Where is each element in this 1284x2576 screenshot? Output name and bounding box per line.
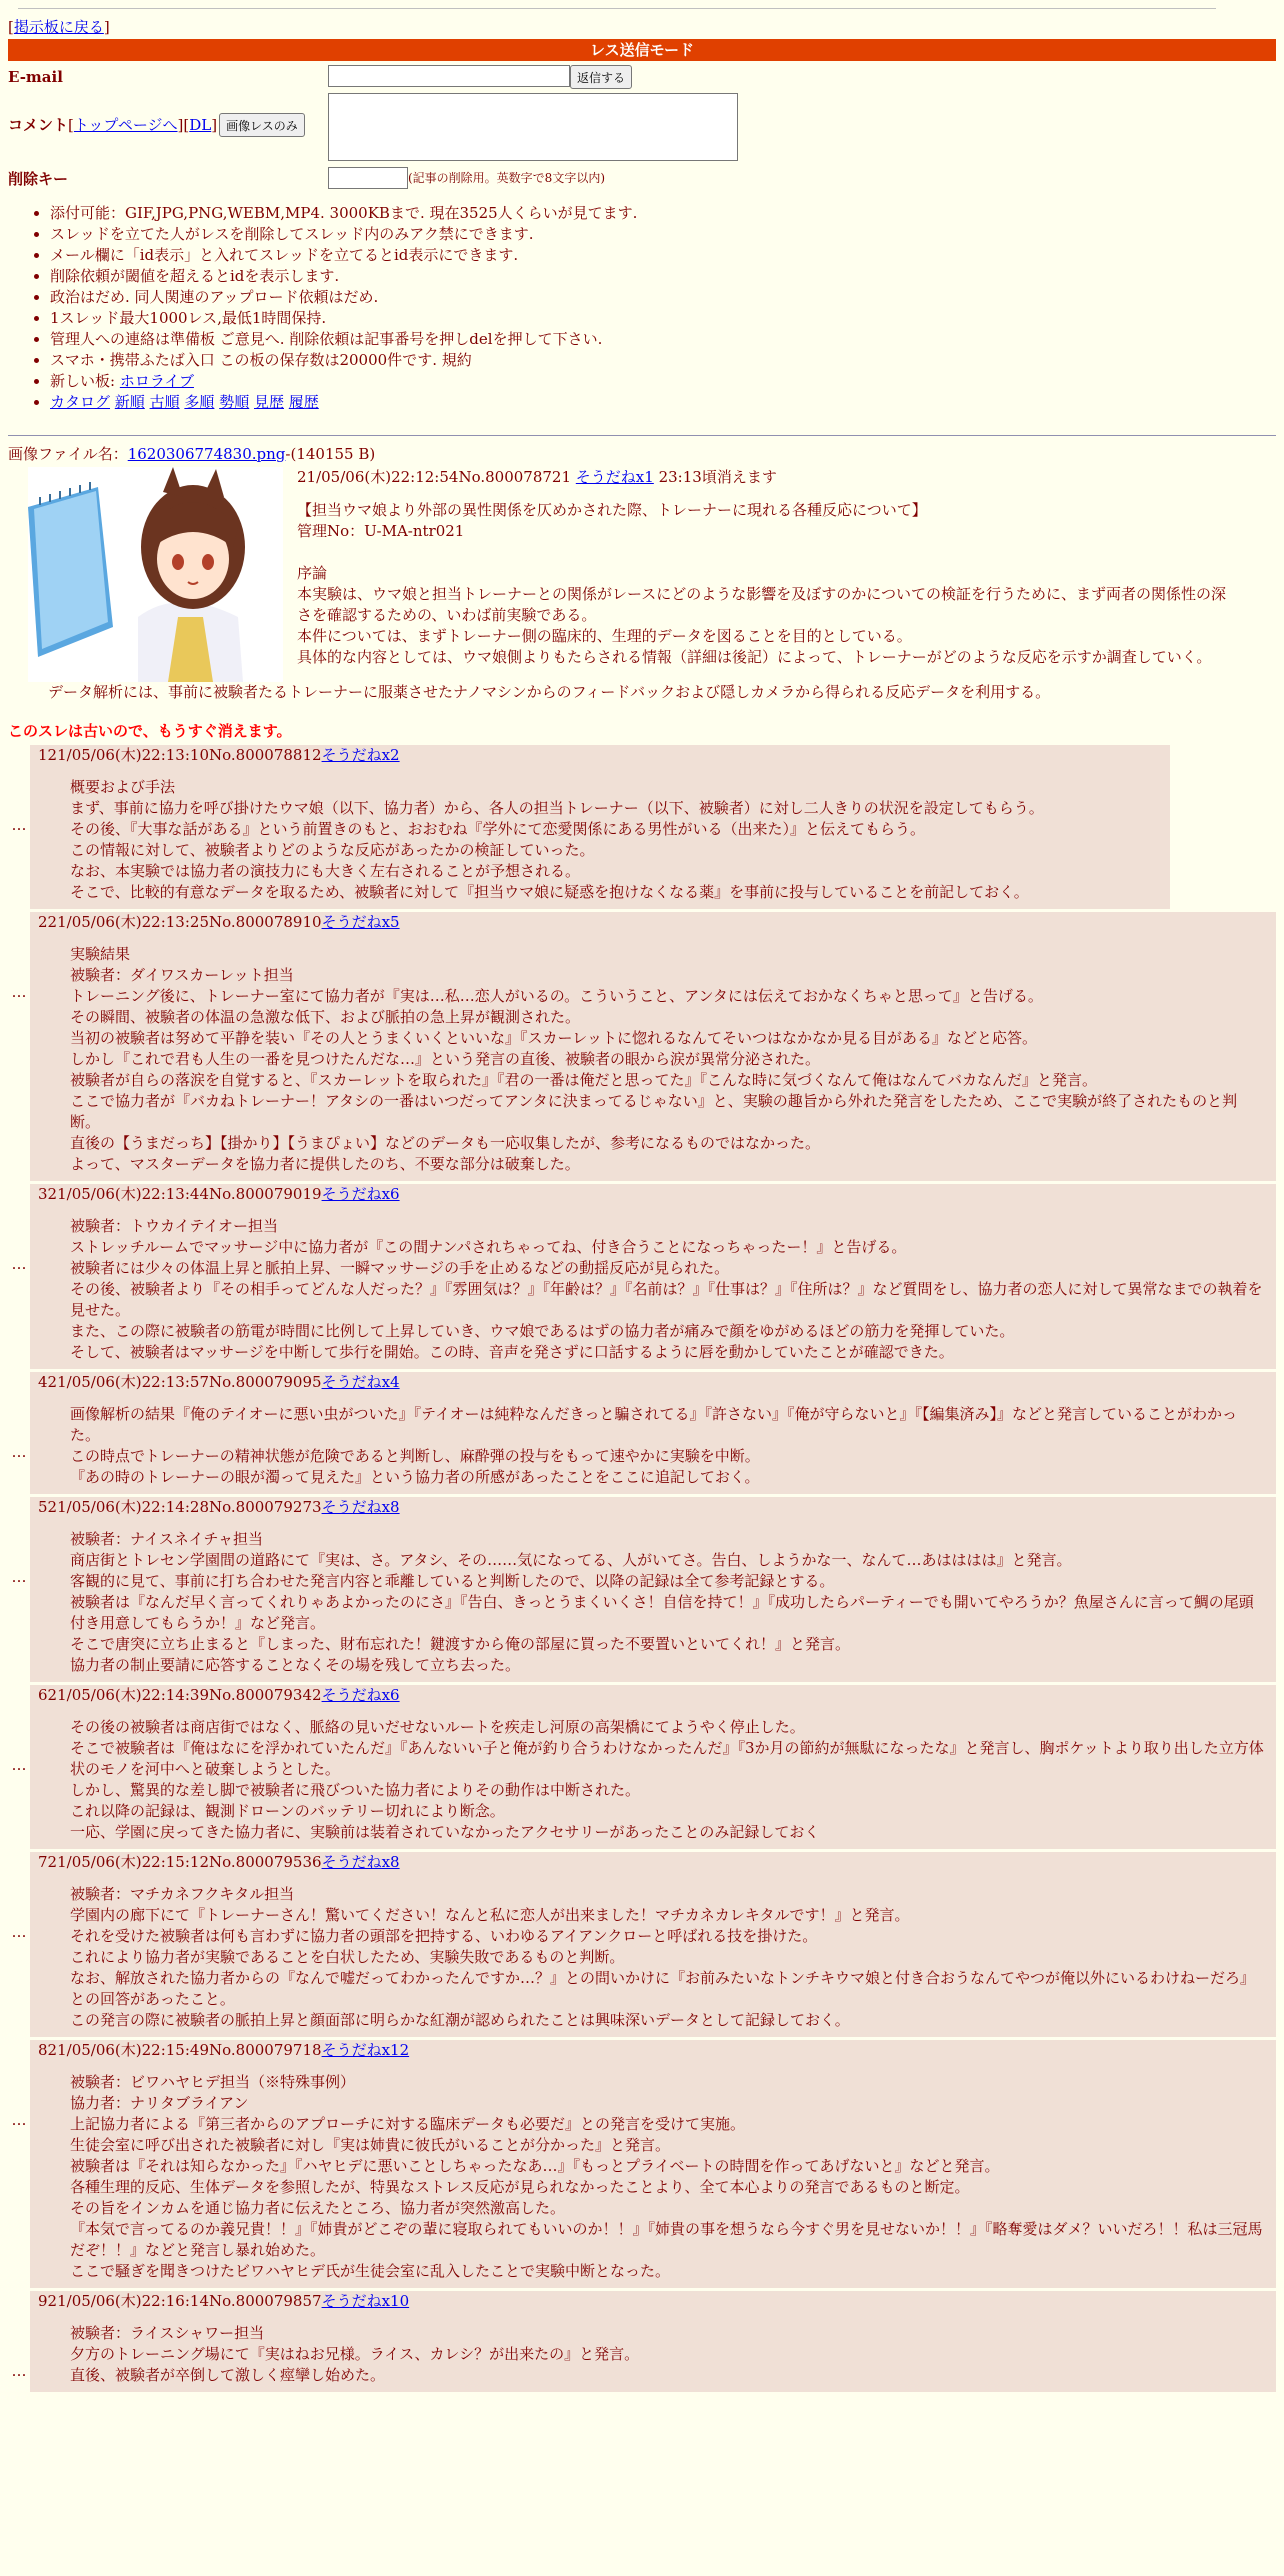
thumbnail-image	[28, 467, 283, 682]
reply-text: その後の被験者は商店街ではなく、脈絡の見いだせないルートを疾走し河原の高架橋にてようやく停止した。 そこで被験者は『俺はなにを浮かれていたんだ』『あんないい子と俺が釣り合うわけなかったんだ』『3か月の節約が無駄になったな』と発言し、胸ポケットより取り出した立方体状のモノを河中へと破棄しようとした。 しかし、驚異的な差し脚で被験者に飛びついた協力者によりその動作は中断された。 これ以降の記録は、観測ドローンのバッテリー切れにより断念。 一応、学園に戻ってきた協力者に、実験前は装着されていなかったアクセサリーがあったことのみ記録しておく	[70, 1718, 1264, 1841]
image-only-button[interactable]: 画像レスのみ	[219, 113, 305, 137]
reply-number: 4	[38, 1373, 48, 1391]
reply-number: 8	[38, 2041, 48, 2059]
sort-momentum-link[interactable]: 勢順	[219, 393, 250, 411]
reply-marker: …	[11, 1443, 27, 1461]
sodane-link[interactable]: そうだねx6	[321, 1185, 400, 1203]
reply-number: 2	[38, 913, 48, 931]
top-rule	[18, 8, 1216, 9]
reply-text: 実験結果 被験者：ダイワスカーレット担当 トレーニング後に、トレーナー室にて協力者が『実は…私…恋人がいるの。こういうこと、アンタには伝えておかなくちゃと思って』と告げる。 その瞬間、被験者の体温の急激な低下、および脈拍の急上昇が観測された。 当初の被験者は努めて平静を装い『その人とうまくいくといいな』『スカーレットに惚れるなんてそいつはなかなか見る目がある』などと応答。 しかし『これで君も人生の一番を見つけたんだな…』という発言の直後、被験者の眼から涙が異常分泌された。 被験者が自らの落涙を自覚すると、『スカーレットを取られた』『君の一番は俺だと思ってた』『こんな時に気づくなんて俺はなんてバカなんだ』と発言。 ここで協力者が『バカねトレーナー！アタシの一番はいつだってアンタに決まってるじゃない』と、実験の趣旨から外れた発言をしたため、ここで実験が終了されたものと判断。 直後の【うまだっち】【掛かり】【うまぴょい】などのデータも一応収集したが、参考になるものではなかった。 よって、マスターデータを協力者に提供したのち、不要な部分は破棄した。	[70, 945, 1238, 1173]
delete-key-note: (記事の削除用。英数字で8文字以内)	[408, 170, 605, 185]
reply-marker: …	[11, 983, 27, 1001]
reply-header	[38, 1852, 1264, 1872]
reply-box	[30, 1184, 1276, 1369]
op-number[interactable]: No.800078721	[458, 468, 572, 486]
new-board-label: 新しい板:	[50, 372, 116, 390]
reply-text: 被験者：ライスシャワー担当 夕方のトレーニング場にて『実はねお兄様。ライス、カレシ？が出来たの』と発言。 直後、被験者が卒倒して激しく痙攣し始めた。	[70, 2324, 640, 2384]
reply-number: 3	[38, 1185, 48, 1203]
dl-link[interactable]: DL	[189, 115, 212, 134]
rule-item: • メール欄に「id表示」と入れてスレッドを立てるとid表示にできます.	[50, 245, 1276, 266]
sodane-link[interactable]: そうだねx10	[321, 2292, 410, 2310]
submit-button[interactable]: 返信する	[570, 65, 632, 89]
rule-item: • スマホ・携帯ふたば入口 この板の保存数は20000件です. 規約	[50, 350, 1276, 371]
op-sodane-link[interactable]: そうだねx1	[575, 468, 654, 486]
op-text: 【担当ウマ娘より外部の異性関係を仄めかされた際、トレーナーに現れる各種反応について】 管理No：U-MA-ntr021 序論 本実験は、ウマ娘と担当トレーナーとの関係がレースにどのような影響を及ぼすのかについての検証を行うために、まず両者の関係性の深さを確認するための、いわば前実験である。 本件については、まずトレーナー側の臨床的、生理的データを図ることを目的としている。 具体的な内容としては、ウマ娘側よりもたらされる情報（詳細は後記）によって、トレーナーがどのような反応を示すか調査していく。	[297, 501, 1226, 666]
reply-text: 被験者：ビワハヤヒデ担当（※特殊事例） 協力者：ナリタブライアン 上記協力者による『第三者からのアプローチに対する臨床データも必要だ』との発言を受けて実施。 生徒会室に呼び出された被験者に対し『実は姉貴に彼氏がいることが分かった』と発言。 被験者は『それは知らなかった』『ハヤヒデに悪いことしちゃったなあ…』『もっとプライベートの時間を作ってあげないと』などと発言。 各種生理的反応、生体データを参照したが、特異なストレス反応が見られなかったことより、全て本心よりの発言であるものと断定。 その旨をインカムを通じ協力者に伝えたところ、協力者が突然激高した。 『本気で言ってるのか義兄貴！！』『姉貴がどこぞの輩に寝取られてもいいのか！！』『姉貴の事を想うなら今すぐ男を見せないか！！』『略奪愛はダメ？いいだろ！！私は三冠馬だぞ！！』などと発言し暴れ始めた。 ここで騒ぎを聞きつけたビワハヤヒデ氏が生徒会室に乱入したことで実験中断となった。	[70, 2073, 1263, 2280]
sort-old-link[interactable]: 古順	[149, 393, 180, 411]
reply-box	[30, 1685, 1276, 1849]
op-expiry: 23:13頃消えます	[658, 468, 777, 486]
reply-list	[8, 745, 1276, 2392]
rule-item: • 管理人への連絡は準備板 ご意見へ. 削除依頼は記事番号を押しdelを押して下さい.	[50, 329, 1276, 350]
reply-post	[8, 2291, 1276, 2392]
reply-marker: …	[11, 1923, 27, 1941]
rule-item: • 政治はだめ. 同人関連のアップロード依頼はだめ.	[50, 287, 1276, 308]
reply-date: 21/05/06(木)22:13:57	[47, 1373, 209, 1391]
sodane-link[interactable]: そうだねx12	[321, 2041, 410, 2059]
back-to-board-link[interactable]: 掲示板に戻る	[13, 18, 104, 36]
reply-post	[8, 2040, 1276, 2288]
delete-key-field[interactable]	[328, 167, 408, 189]
sort-many-link[interactable]: 多順	[184, 393, 215, 411]
reply-text: 画像解析の結果『俺のテイオーに悪い虫がついた』『テイオーは純粋なんだきっと騙されてる』『許さない』『俺が守らないと』『【編集済み】』などと発言していることがわかった。 この時点でトレーナーの精神状態が危険であると判断し、麻酔弾の投与をもって速やかに実験を中断。 『あの時のトレーナーの眼が濁って見えた』という協力者の所感があったことをここに追記しておく。	[70, 1405, 1238, 1486]
top-page-link[interactable]: トップページへ	[73, 115, 178, 134]
reply-box	[30, 1497, 1276, 1682]
new-board-item	[50, 371, 1276, 392]
reply-header	[38, 1184, 1264, 1204]
reply-number: 1	[38, 746, 48, 764]
reply-box	[30, 2291, 1276, 2392]
reply-post	[8, 912, 1276, 1181]
reply-date: 21/05/06(木)22:16:14	[47, 2292, 209, 2310]
op-post	[8, 467, 1276, 682]
mode-bar: レス送信モード	[8, 39, 1276, 61]
catalog-link[interactable]: カタログ	[50, 393, 111, 411]
rule-item: • 削除依頼が閾値を超えるとidを表示します.	[50, 266, 1276, 287]
view-history-link[interactable]: 見歴	[253, 393, 284, 411]
reply-marker: …	[11, 1568, 27, 1586]
reply-header	[38, 1372, 1264, 1392]
sort-links	[50, 392, 1276, 413]
op-text-tail: データ解析には、事前に被験者たるトレーナーに服薬させたナノマシンからのフィードバックおよび隠しカメラから得られる反応データを利用する。	[48, 683, 1051, 701]
reply-date: 21/05/06(木)22:15:49	[47, 2041, 209, 2059]
reply-date: 21/05/06(木)22:13:10	[47, 746, 209, 764]
reply-id[interactable]: No.800079019	[209, 1185, 322, 1203]
reply-box	[30, 2040, 1276, 2288]
old-thread-notice: このスレは古いので、もうすぐ消えます。	[8, 722, 292, 740]
op-body	[297, 467, 1276, 682]
reply-header	[38, 745, 1158, 765]
reply-text: 概要および手法 まず、事前に協力を呼び掛けたウマ娘（以下、協力者）から、各人の担当トレーナー（以下、被験者）に対し二人きりの状況を設定してもらう。 その後、『大事な話がある』という前置きのもと、おおむね『学外にて恋愛関係にある男性がいる（出来た）』と伝えてもらう。 この情報に対して、被験者よりどのような反応があったかの検証していった。 なお、本実験では協力者の演技力にも大きく左右されることが予想される。 そこで、比較的有意なデータを取るため、被験者に対して『担当ウマ娘に疑惑を抱けなくなる薬』を事前に投与していることを前記しておく。	[70, 778, 1044, 901]
reply-post	[8, 1372, 1276, 1494]
thread-separator	[8, 435, 1276, 436]
reply-header	[38, 2291, 1264, 2311]
reply-marker: …	[11, 816, 27, 834]
reply-id[interactable]: No.800079536	[209, 1853, 322, 1871]
reply-date: 21/05/06(木)22:13:25	[47, 913, 209, 931]
reply-marker: …	[11, 1756, 27, 1774]
reply-number: 9	[38, 2292, 48, 2310]
reply-post	[8, 1685, 1276, 1849]
comment-label: コメント	[8, 115, 69, 134]
reply-date: 21/05/06(木)22:14:39	[47, 1686, 209, 1704]
reply-marker: …	[11, 2111, 27, 2129]
sodane-link[interactable]: そうだねx2	[321, 746, 400, 764]
reply-form	[8, 65, 1276, 193]
comment-label-row: コメント [トップページへ] [DL] 画像レスのみ	[8, 93, 328, 139]
reply-header	[38, 912, 1264, 932]
rule-item: • 添付可能：GIF,JPG,PNG,WEBM,MP4. 3000KBまで. 現在3525人くらいが見てます.	[50, 203, 1276, 224]
new-board-link[interactable]: ホロライブ	[119, 372, 194, 390]
reply-header	[38, 1685, 1264, 1705]
reply-box	[30, 1372, 1276, 1494]
reply-date: 21/05/06(木)22:13:44	[47, 1185, 209, 1203]
reply-id[interactable]: No.800078812	[209, 746, 322, 764]
reply-number: 6	[38, 1686, 48, 1704]
reply-post	[8, 1497, 1276, 1682]
back-link-row: [掲示板に戻る]	[8, 18, 110, 36]
email-label: E-mail	[8, 68, 63, 86]
notepad-icon	[28, 482, 113, 657]
reply-box	[30, 745, 1170, 909]
history-link[interactable]: 履歴	[288, 393, 319, 411]
reply-header	[38, 1497, 1264, 1517]
board-rules	[8, 203, 1276, 413]
comment-field[interactable]	[328, 93, 738, 161]
reply-id[interactable]: No.800079342	[209, 1686, 322, 1704]
sodane-link[interactable]: そうだねx4	[321, 1373, 400, 1391]
op-date: 21/05/06(木)22:12:54	[297, 468, 459, 486]
reply-post	[8, 1852, 1276, 2037]
reply-box	[30, 1852, 1276, 2037]
reply-id[interactable]: No.800079273	[209, 1498, 322, 1516]
op-file-info	[8, 444, 1276, 465]
sodane-link[interactable]: そうだねx6	[321, 1686, 400, 1704]
sodane-link[interactable]: そうだねx8	[321, 1853, 400, 1871]
reply-id[interactable]: No.800079857	[209, 2292, 322, 2310]
reply-id[interactable]: No.800078910	[209, 913, 322, 931]
reply-text: 被験者：ナイスネイチャ担当 商店街とトレセン学園間の道路にて『実は、さ。アタシ、その……気になってる、人がいてさ。告白、しようかな一、なんて…あはははは』と発言。 客観的に見て、事前に打ち合わせた発言内容と乖離していると判断したので、以降の記録は全て参考記録とする。 被験者は『なんだ早く言ってくれりゃあよかったのにさ』『告白、きっとうまくいくさ！自信を持て！』『成功したらパーティーでも開いてやろうか？魚屋さんに言って鯛の尾頭付き用意してもらうか！』など発言。 そこで唐突に立ち止まると『しまった、財布忘れた！鍵渡すから俺の部屋に買った不要置いといてくれ！』と発言。 協力者の制止要請に応答することなくその場を残して立ち去った。	[70, 1530, 1254, 1674]
reply-marker: …	[11, 1255, 27, 1273]
op-header	[297, 467, 1236, 488]
reply-date: 21/05/06(木)22:14:28	[47, 1498, 209, 1516]
email-field[interactable]	[328, 65, 570, 87]
reply-number: 5	[38, 1498, 48, 1516]
sodane-link[interactable]: そうだねx8	[321, 1498, 400, 1516]
rule-item: • スレッドを立てた人がレスを削除してスレッド内のみアク禁にできます.	[50, 224, 1276, 245]
file-name-link[interactable]: 1620306774830.png	[127, 445, 286, 463]
reply-marker: …	[11, 2362, 27, 2380]
sodane-link[interactable]: そうだねx5	[321, 913, 400, 931]
reply-number: 7	[38, 1853, 48, 1871]
reply-text: 被験者：トウカイテイオー担当 ストレッチルームでマッサージ中に協力者が『この間ナンパされちゃってね、付き合うことになっちゃったー！』と告げる。 被験者には少々の体温上昇と脈拍上昇、一瞬マッサージの手を止めるなどの動揺反応が見られた。 その後、被験者より『その相手ってどんな人だった？』『雰囲気は？』『年齢は？』『名前は？』『仕事は？』『住所は？』など質問をし、協力者の恋人に対して異常なまでの執着を見せた。 また、この際に被験者の筋電が時間に比例して上昇していき、ウマ娘であるはずの協力者が痛みで顔をゆがめるほどの筋力を発揮していた。 そして、被験者はマッサージを中断して歩行を開始。この時、音声を発さずに口話するように唇を動かしていたことが確認できた。	[70, 1217, 1263, 1361]
reply-post	[8, 745, 1276, 909]
reply-post	[8, 1184, 1276, 1369]
rule-item: • 1スレッド最大1000レス,最低1時間保持.	[50, 308, 1276, 329]
reply-header	[38, 2040, 1264, 2060]
reply-id[interactable]: No.800079718	[209, 2041, 322, 2059]
reply-id[interactable]: No.800079095	[209, 1373, 322, 1391]
file-label: 画像ファイル名：	[8, 445, 128, 463]
file-size: -(140155 B)	[285, 445, 376, 463]
op-thumbnail[interactable]	[28, 467, 283, 682]
sort-new-link[interactable]: 新順	[114, 393, 145, 411]
reply-date: 21/05/06(木)22:15:12	[47, 1853, 209, 1871]
reply-text: 被験者：マチカネフクキタル担当 学園内の廊下にて『トレーナーさん！驚いてください！なんと私に恋人が出来ました！マチカネカレキタルです！』と発言。 それを受けた被験者は何も言わずに協力者の頭部を把持する、いわゆるアイアンクローと呼ばれる技を掛けた。 これにより協力者が実験であることを白状したため、実験失敗であるものと判断。 なお、解放された協力者からの『なんで嘘だってわかったんですか…？』との問いかけに『お前みたいなトンチキウマ娘と付き合おうなんてやつが俺以外にいるわけねーだろ』との回答があったこと。 この発言の際に被験者の脈拍上昇と顔面部に明らかな紅潮が認められたことは興味深いデータとして記録しておく。	[70, 1885, 1256, 2029]
delete-key-label: 削除キー	[8, 170, 69, 188]
reply-box	[30, 912, 1276, 1181]
